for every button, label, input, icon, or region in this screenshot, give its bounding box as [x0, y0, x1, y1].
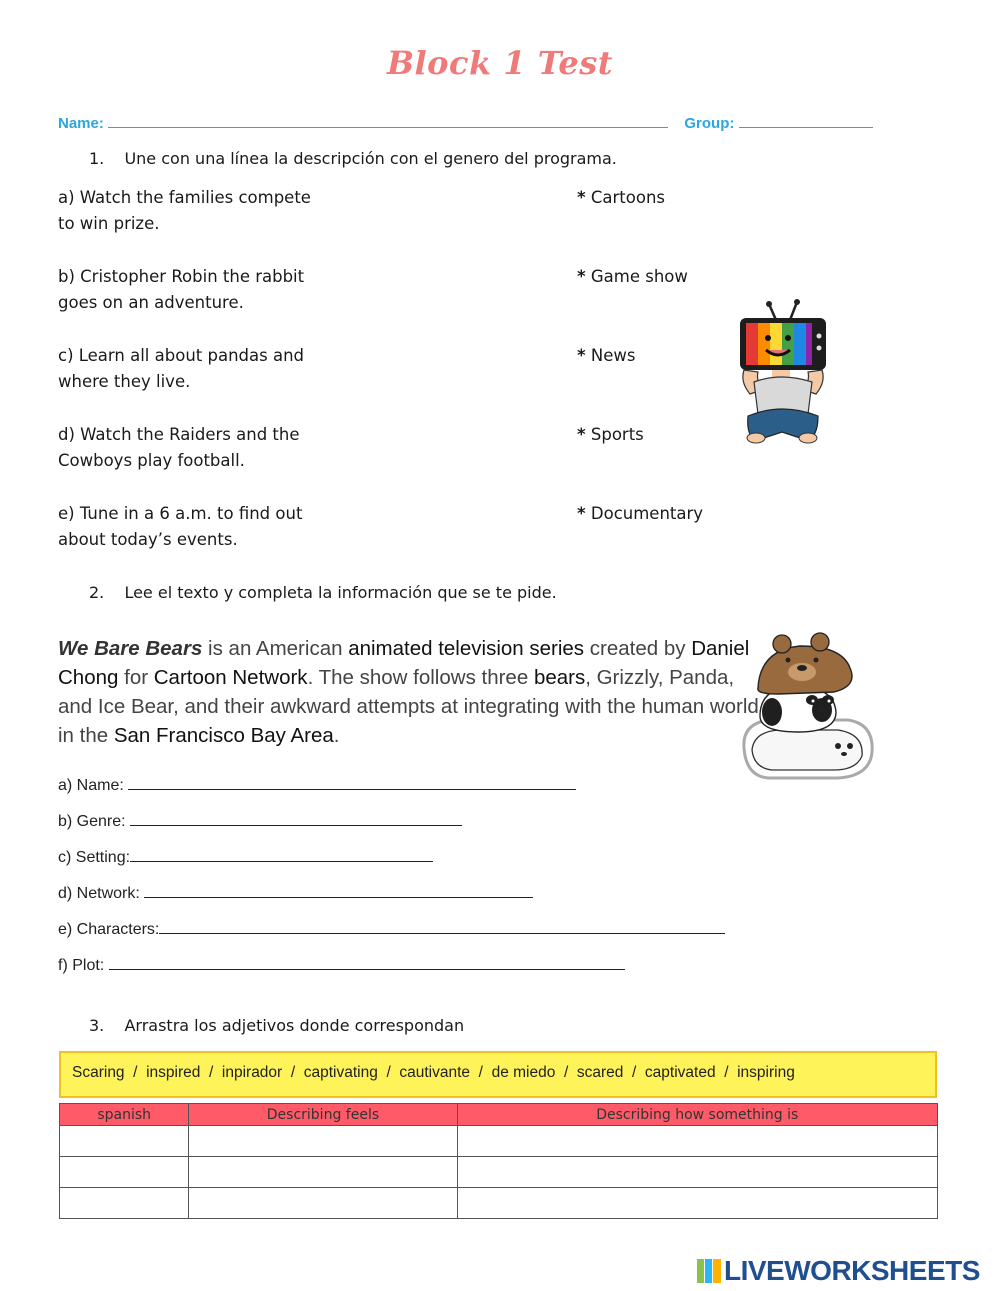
name-group-row: [58, 114, 873, 132]
answer-genre-field[interactable]: [130, 812, 462, 826]
drop-cell[interactable]: [189, 1188, 457, 1219]
answer-name-field[interactable]: [128, 776, 576, 790]
q1-instruction: [89, 149, 617, 168]
name-label: Name:: [58, 115, 104, 132]
table-row: [60, 1188, 938, 1219]
tv-kid-illustration: [736, 298, 830, 446]
q1-description-d[interactable]: d) Watch the Raiders and the Cowboys play football.: [58, 425, 300, 470]
table-row: [60, 1157, 938, 1188]
q1-genre-cartoons[interactable]: * Cartoons: [577, 188, 666, 207]
drop-cell[interactable]: [189, 1126, 457, 1157]
q2-question-characters: e) Characters:: [58, 920, 725, 939]
answer-network-field[interactable]: [144, 884, 533, 898]
q1-description-a[interactable]: a) Watch the families compete to win prize.: [58, 188, 311, 233]
q2-question-genre: b) Genre:: [58, 812, 462, 831]
col-header-spanish: spanish: [60, 1104, 189, 1126]
q1-number: 1.: [89, 149, 105, 168]
drop-cell[interactable]: [60, 1157, 189, 1188]
q1-description-b[interactable]: b) Cristopher Robin the rabbit goes on an adventure.: [58, 267, 305, 312]
q3-number: 3.: [89, 1016, 105, 1035]
drop-cell[interactable]: [457, 1157, 937, 1188]
adjective-table: [59, 1103, 938, 1219]
q2-instruction-text: Lee el texto y completa la información que se te pide.: [124, 583, 557, 602]
drop-cell[interactable]: [189, 1157, 457, 1188]
q3-instruction-text: Arrastra los adjetivos donde correspondan: [124, 1016, 465, 1035]
drop-cell[interactable]: [60, 1188, 189, 1219]
answer-setting-field[interactable]: [130, 848, 433, 862]
drop-cell[interactable]: [60, 1126, 189, 1157]
answer-plot-field[interactable]: [109, 956, 625, 970]
q2-question-setting: c) Setting:: [58, 848, 433, 867]
liveworksheets-logo: LIVEWORKSHEETS: [697, 1255, 980, 1287]
q1-genre-sports[interactable]: * Sports: [577, 425, 644, 444]
q2-number: 2.: [89, 583, 105, 602]
col-header-describing-feels: Describing feels: [189, 1104, 457, 1126]
liveworksheets-logo-icon: [697, 1259, 721, 1283]
q1-genre-documentary[interactable]: * Documentary: [577, 504, 704, 523]
q2-instruction: [89, 583, 557, 602]
q1-description-c[interactable]: c) Learn all about pandas and where they live.: [58, 346, 305, 391]
drop-cell[interactable]: [457, 1126, 937, 1157]
q2-question-plot: f) Plot:: [58, 956, 625, 975]
drop-cell[interactable]: [457, 1188, 937, 1219]
q1-genre-game-show[interactable]: * Game show: [577, 267, 688, 286]
group-label: Group:: [684, 115, 735, 132]
q1-instruction-text: Une con una línea la descripción con el genero del programa.: [124, 149, 617, 168]
page-title: Block 1 Test: [386, 44, 614, 82]
name-field[interactable]: [108, 114, 668, 128]
q1-description-e[interactable]: e) Tune in a 6 a.m. to find out about today’s events.: [58, 504, 303, 549]
q3-instruction: [89, 1016, 464, 1035]
group-field[interactable]: [739, 114, 873, 128]
q1-genre-news[interactable]: * News: [577, 346, 636, 365]
table-row: [60, 1126, 938, 1157]
q2-question-network: d) Network:: [58, 884, 533, 903]
bears-illustration: [738, 628, 878, 784]
q2-question-name: a) Name:: [58, 776, 576, 795]
answer-characters-field[interactable]: [159, 920, 725, 934]
word-bank[interactable]: Scaring / inspired / inpirador / captivating / cautivante / de miedo / scared / captivated / inspiring: [59, 1051, 937, 1098]
q2-story-text: We Bare Bears is an American animated television series created by Daniel Chong for Cartoon Network. The show follows three bears, Grizzly, Panda, and Ice Bear, and their awkward attempts at integrating with the human world in the San Francisco Bay Area.: [58, 637, 759, 747]
col-header-describing-how: Describing how something is: [457, 1104, 937, 1126]
